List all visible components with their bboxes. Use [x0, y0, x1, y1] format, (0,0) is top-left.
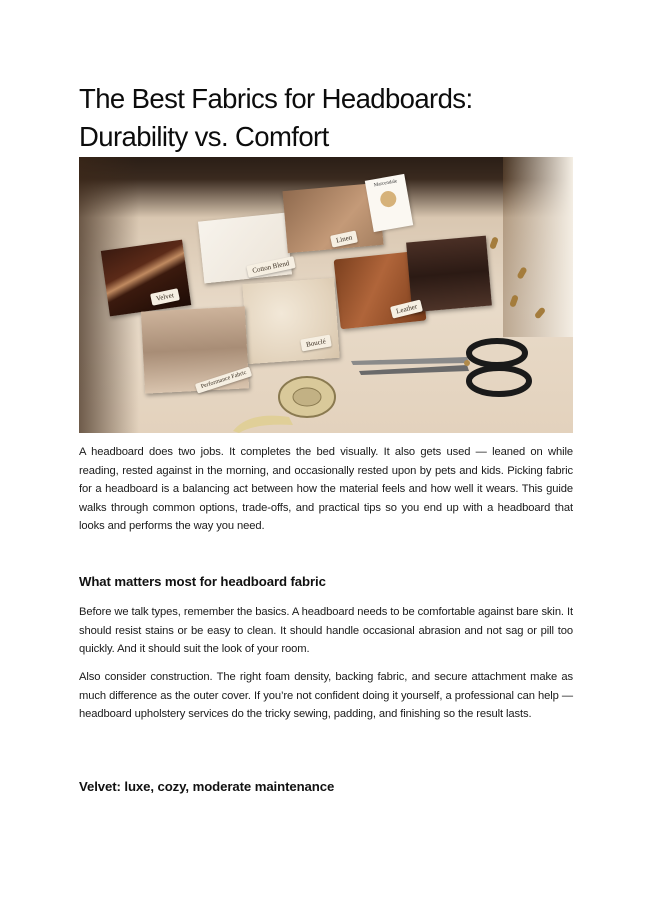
boucle-swatch — [242, 278, 339, 364]
hero-image — [79, 157, 573, 433]
card-text: Marcendale — [373, 179, 398, 189]
title-line-2: Durability vs. Comfort — [79, 121, 329, 152]
section-heading: Velvet: luxe, cozy, moderate maintenance — [79, 779, 335, 794]
title-line-1: The Best Fabrics for Headboards: — [79, 83, 473, 114]
card-logo-icon — [379, 190, 398, 209]
linen-label: Linen — [330, 230, 358, 247]
section-heading: What matters most for headboard fabric — [79, 574, 326, 589]
cotton-blend-swatch — [198, 213, 292, 284]
section-paragraph: Also consider construction. The right foam density, backing fabric, and secure attachment make as much difference as the outer cover. If you’re not confident doing it yourself, a professional can help — headboard upholstery services do the tricky sewing, padding, and finishing so the result lasts. — [79, 671, 573, 721]
brand-card — [365, 174, 413, 232]
page-title — [79, 80, 599, 156]
velvet-label: Velvet — [150, 288, 180, 306]
section-paragraph: Before we talk types, remember the basics. A headboard needs to be comfortable against bare skin. It should resist stains or be easy to clean. It should handle occasional abrasion and not sag or pill too quickly. And it should suit the look of your room. — [79, 606, 573, 656]
scissors-icon — [349, 335, 545, 405]
cotton-blend-label: Cotton Blend — [246, 256, 295, 278]
velvet-swatch — [101, 240, 191, 317]
brass-tack-icon — [489, 236, 499, 249]
boucle-label: Bouclé — [300, 335, 331, 352]
performance-fabric-label: Performance Fabric — [195, 366, 253, 393]
intro-paragraph: A headboard does two jobs. It completes the bed visually. It also gets used — leaned on while reading, rested against in the morning, and occasionally rested upon by pets and kids. Picking fabric for a headboard is a balancing act between how the material feels and how well it wears. This guide walks through common options, trade-offs, and practical tips so you end up with a headboard that looks and performs the way you need. — [79, 446, 573, 533]
measuring-tape-icon — [229, 371, 349, 433]
leather-label: Leather — [390, 299, 423, 318]
